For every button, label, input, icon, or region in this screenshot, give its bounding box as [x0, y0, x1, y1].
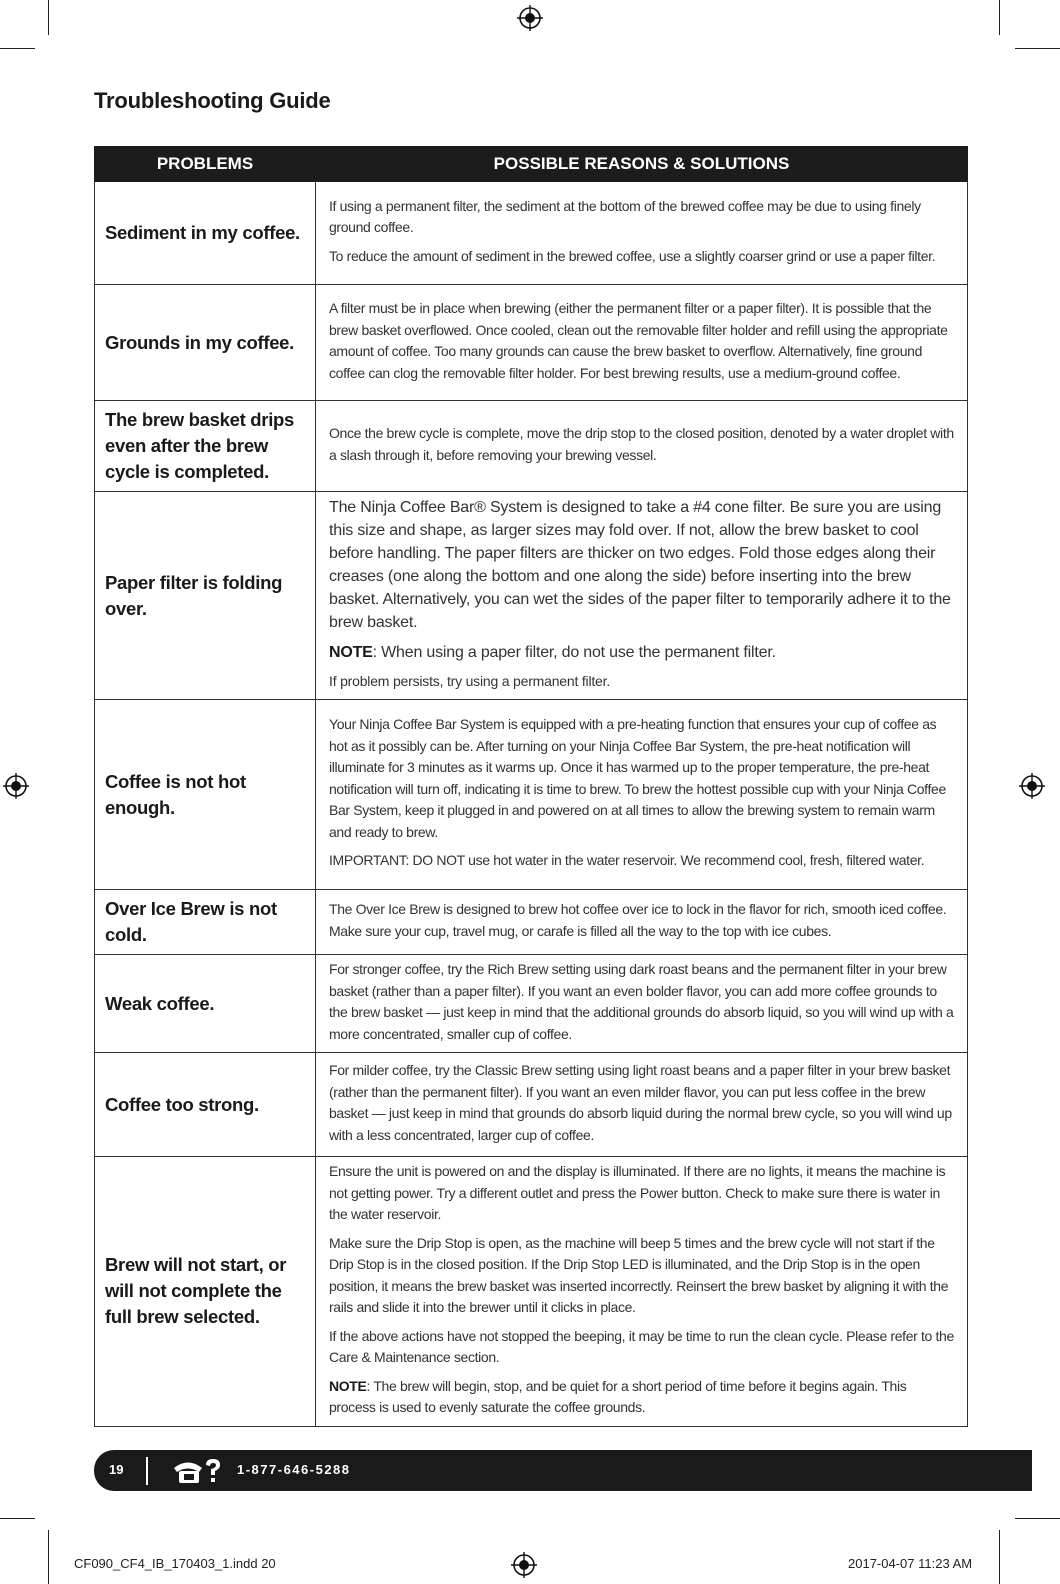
page-title: Troubleshooting Guide — [94, 88, 331, 113]
solution-cell — [316, 1157, 968, 1427]
table-row — [95, 1053, 968, 1157]
solution-text: To reduce the amount of sediment in the brewed coffee, use a slightly coarser grind or use a paper filter. — [329, 247, 936, 264]
problem-cell: Grounds in my coffee. — [95, 285, 316, 401]
page-number: 19 — [109, 1462, 124, 1477]
solution-text: A filter must be in place when brewing (either the permanent filter or a paper filter). It is possible that the brew basket overflowed. Once cooled, clean out the removable filter holder and refill using the appropriate amount of coffee. Too many grounds can cause the brew basket to overflow. Alternatively, fine ground coffee can clog the removable filter holder. For best brewing results, use a medium-ground coffee. — [329, 300, 948, 381]
note-line — [329, 1376, 955, 1419]
solution-text: The Ninja Coffee Bar® System is designed to take a #4 cone filter. Be sure you are using this size and shape, as larger sizes may fold over. If not, allow the brew basket to cool before handling. The paper filters are thicker on two edges. Fold those edges along their creases (one along the bottom and one along the side) before inserting into the brew basket. Alternatively, you can wet the sides of the paper filter to temporarily adhere it to the brew basket. — [329, 499, 951, 631]
problem-cell: Brew will not start, or will not complete the full brew selected. — [95, 1157, 316, 1427]
footer-divider — [146, 1457, 148, 1485]
solution-cell — [316, 700, 968, 890]
crop-mark — [48, 1530, 49, 1584]
table-row — [95, 955, 968, 1053]
crop-mark — [0, 48, 35, 49]
registration-mark-icon — [1019, 773, 1045, 799]
crop-mark — [1015, 48, 1060, 49]
table-row — [95, 890, 968, 955]
solution-text: IMPORTANT: DO NOT use hot water in the water reservoir. We recommend cool, fresh, filtered water. — [329, 852, 925, 869]
problem-cell: Coffee too strong. — [95, 1053, 316, 1157]
solution-cell — [316, 890, 968, 955]
problem-cell: The brew basket drips even after the brew cycle is completed. — [95, 401, 316, 492]
slug-datetime: 2017-04-07 11:23 AM — [848, 1556, 973, 1571]
solution-text: The Over Ice Brew is designed to brew hot coffee over ice to lock in the flavor for rich, smooth iced coffee. Make sure your cup, travel mug, or carafe is filled all the way to the top with ice cubes. — [329, 901, 947, 939]
solution-text: If problem persists, try using a permanent filter. — [329, 673, 611, 689]
table-row — [95, 492, 968, 700]
solution-cell — [316, 955, 968, 1053]
solution-text: If using a permanent filter, the sediment at the bottom of the brewed coffee may be due to using finely ground coffee. — [329, 197, 921, 236]
phone-question-icon — [172, 1458, 222, 1484]
solution-text: Make sure the Drip Stop is open, as the machine will beep 5 times and the brew cycle will not start if the Drip Stop is in the closed position. If the Drip Stop LED is illuminated, and the Drip Stop is in the open position, it means the brew basket was inserted incorrectly. Reinsert the brew basket by aligning it with the rails and slide it into the brewer until it clicks in place. — [329, 1234, 949, 1315]
page-footer — [94, 1450, 1032, 1491]
solution-cell — [316, 492, 968, 700]
problem-cell: Over Ice Brew is not cold. — [95, 890, 316, 955]
note-text: : The brew will begin, stop, and be quiet for a short period of time before it begins again. This process is used to evenly saturate the coffee grounds. — [329, 1377, 907, 1415]
table-row — [95, 285, 968, 401]
solution-text: If the above actions have not stopped the beeping, it may be time to run the clean cycle. Please refer to the Care & Maintenance section. — [329, 1327, 954, 1365]
registration-mark-icon — [511, 1552, 537, 1578]
solution-text: Ensure the unit is powered on and the display is illuminated. If there are no lights, it means the machine is not getting power. Try a different outlet and press the Power button. Check to make sure there is water in the water reservoir. — [329, 1163, 946, 1222]
note-line — [329, 641, 955, 664]
solution-cell — [316, 401, 968, 492]
table-header-row — [95, 147, 968, 182]
troubleshooting-table — [94, 146, 968, 1427]
problem-cell: Paper filter is folding over. — [95, 492, 316, 700]
column-header-problems: PROBLEMS — [95, 147, 316, 182]
problem-cell: Coffee is not hot enough. — [95, 700, 316, 890]
problem-cell: Sediment in my coffee. — [95, 182, 316, 285]
crop-mark — [999, 1530, 1000, 1584]
solution-cell — [316, 1053, 968, 1157]
crop-mark — [999, 0, 1000, 35]
table-row — [95, 401, 968, 492]
column-header-solutions: POSSIBLE REASONS & SOLUTIONS — [316, 147, 968, 182]
registration-mark-icon — [517, 5, 543, 31]
solution-cell — [316, 182, 968, 285]
solution-text: For stronger coffee, try the Rich Brew setting using dark roast beans and the permanent filter in your brew basket (rather than a paper filter). If you want an even bolder flavor, you can add more coffee grounds to the brew basket — just keep in mind that the additional grounds do absorb liquid, so you will wind up with a more concentrated, smaller cup of coffee. — [329, 961, 954, 1042]
solution-text: Your Ninja Coffee Bar System is equipped with a pre-heating function that ensures your cup of coffee as hot as it possibly can be. After turning on your Ninja Coffee Bar System, the pre-heat notification will illuminate for 3 minutes as it warms up. Once it has warmed up to the proper temperature, the pre-heat notification will turn off, indicating it is time to brew. To brew the hottest possible cup with your Ninja Coffee Bar System, keep it plugged in and powered on at all times to allow the brewing system to remain warm and ready to brew. — [329, 716, 946, 840]
crop-mark — [0, 1518, 35, 1519]
note-label: NOTE — [329, 644, 373, 661]
solution-cell — [316, 285, 968, 401]
crop-mark — [48, 0, 49, 35]
solution-text: For milder coffee, try the Classic Brew setting using light roast beans and a paper filter in your brew basket (rather than the permanent filter). If you want an even milder flavor, you can put less coffee in the brew basket — just keep in mind that grounds do absorb liquid during the normal brew cycle, so you will wind up with a less concentrated, larger cup of coffee. — [329, 1062, 952, 1143]
table-row — [95, 700, 968, 890]
slug-filename: CF090_CF4_IB_170403_1.indd 20 — [74, 1556, 276, 1571]
problem-cell: Weak coffee. — [95, 955, 316, 1053]
solution-text: Once the brew cycle is complete, move the drip stop to the closed position, denoted by a water droplet with a slash through it, before removing your brewing vessel. — [329, 425, 954, 463]
table-row — [95, 1157, 968, 1427]
table-row — [95, 182, 968, 285]
crop-mark — [1015, 1518, 1060, 1519]
note-label: NOTE — [329, 1377, 367, 1394]
registration-mark-icon — [3, 773, 29, 799]
phone-number: 1-877-646-5288 — [237, 1462, 351, 1477]
note-text: : When using a paper filter, do not use the permanent filter. — [372, 644, 776, 661]
